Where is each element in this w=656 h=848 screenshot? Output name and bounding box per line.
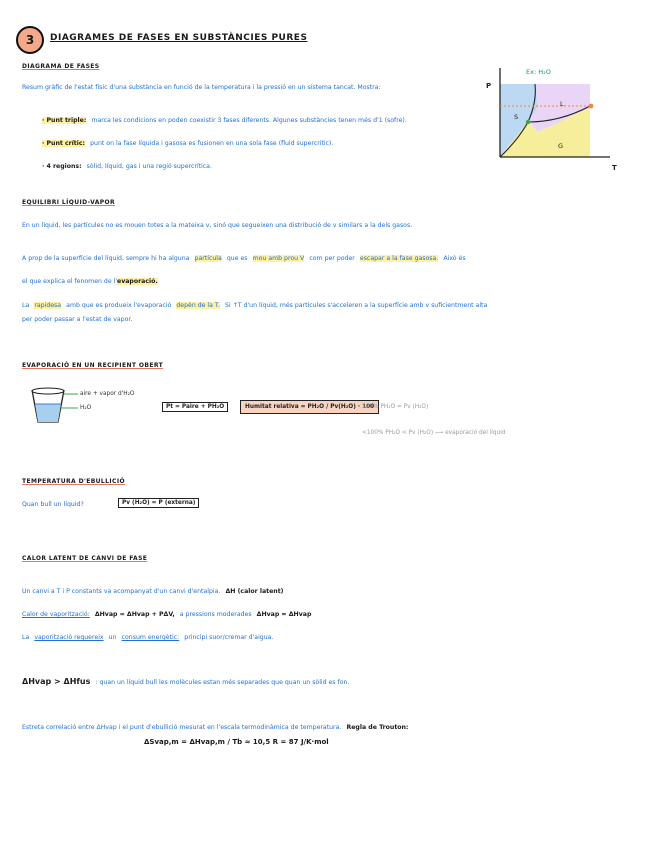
eq-l4b: rapidesa xyxy=(34,302,62,309)
eq-l2e: com per poder xyxy=(309,255,355,262)
calor-line2 xyxy=(22,601,311,620)
heading-evaporacio: EVAPORACIÓ EN UN RECIPIENT OBERT xyxy=(22,362,164,369)
cl-l3c: un xyxy=(108,634,117,641)
cl-l3e: principi suor/cremar d'aigua. xyxy=(184,634,274,641)
liquid-label: L xyxy=(560,100,564,108)
eq-l2b: partícula xyxy=(194,255,222,262)
t-axis-label: T xyxy=(612,164,617,172)
ebullicio-question: Quan bull un líquid? xyxy=(22,501,84,508)
eq-l2d: mou amb prou V xyxy=(252,255,305,262)
cl-l4a: ΔHvap > ΔHfus xyxy=(22,677,91,686)
eq-l2c: que es xyxy=(226,255,248,262)
eq-l2g: Això és xyxy=(443,255,466,262)
eq-l4c: amb que es produeix l'evaporació xyxy=(66,302,172,309)
solid-label: S xyxy=(514,113,519,121)
diagram-caption: Ex: H₂O xyxy=(526,68,551,76)
eq-l3a: el que explica el fenomen de l' xyxy=(22,278,118,285)
eq-l4d: depèn de la T. xyxy=(176,302,220,309)
punt-triple-label: · Punt triple: xyxy=(42,117,87,124)
eq-l4e: Si ↑T d'un líquid, més partícules s'acceleren a la superfície amb v suficientment alta xyxy=(225,302,488,309)
heading-diagrama-fases: DIAGRAMA DE FASES xyxy=(22,63,100,70)
cl-l3b: vaporització requereix xyxy=(34,634,104,641)
eq-l3b: evaporació. xyxy=(117,278,158,285)
note-evaporation: <100% PH₂O < Pv (H₂O) ⟶ evaporació del líquid xyxy=(362,430,506,436)
punt-critic-text: punt on la fase líquida i gasosa es fusionen en una sola fase (fluid supercrític). xyxy=(90,140,334,147)
fases-intro: Resum gràfic de l'estat físic d'una substància en funció de la temperatura i la pressió en un sistema tancat. Mostra: xyxy=(22,84,381,91)
total-pressure-box: Pt = Paire + PH₂O xyxy=(162,402,228,412)
equilibri-line3 xyxy=(22,268,158,287)
cl-l5b: Regla de Trouton: xyxy=(346,724,409,731)
equilibri-line4 xyxy=(22,292,487,311)
critical-point xyxy=(589,104,594,109)
calor-line5 xyxy=(22,714,408,733)
equilibri-line2 xyxy=(22,245,466,264)
punt-triple-text: marca les condicions en poden coexistir 3 fases diferents. Algunes substàncies tenen més d'1 (sofre). xyxy=(91,117,407,124)
humidity-box: Humitat relativa = PH₂O / Pv(H₂O) · 100 xyxy=(240,400,379,414)
glass-label-water: H₂O xyxy=(80,405,92,411)
trouton-rule: ΔSvap,m = ΔHvap,m / Tb ≈ 10,5 R = 87 J/K·mol xyxy=(144,738,329,746)
ebullicio-box: Pv (H₂O) = P (externa) xyxy=(118,498,199,508)
section-number-badge: 3 xyxy=(16,26,44,54)
heading-ebullicio: TEMPERATURA D'EBULLICIÓ xyxy=(22,478,125,485)
cl-l3a: La xyxy=(22,634,30,641)
bullet-punt-triple xyxy=(42,107,407,126)
heading-equilibri: EQUILIBRI LÍQUID-VAPOR xyxy=(22,199,116,206)
bullet-punt-critic xyxy=(42,130,333,149)
eq-l2a: A prop de la superfície del líquid, sempre hi ha alguna xyxy=(22,255,190,262)
page-title: DIAGRAMES DE FASES EN SUBSTÀNCIES PURES xyxy=(50,33,308,43)
heading-calor-latent: CALOR LATENT DE CANVI DE FASE xyxy=(22,555,148,562)
equilibri-line5: per poder passar a l'estat de vapor. xyxy=(22,316,133,323)
eq-l2f: escapar a la fase gasosa. xyxy=(359,255,439,262)
cl-l4b: : quan un líquid bull les molècules estan més separades que quan un sòlid es fon. xyxy=(95,679,350,686)
cl-l3d: consum energètic: xyxy=(121,634,180,641)
note-saturation: 100% PH₂O = Pv (H₂O) xyxy=(362,404,429,410)
calor-line4 xyxy=(22,669,349,688)
bullet-regions xyxy=(42,153,212,172)
glass-label-air: aire + vapor d'H₂O xyxy=(80,391,135,397)
equilibri-line1: En un líquid, les partícules no es mouen totes a la mateixa v, sinó que segueixen una distribució de v similars a la dels gasos. xyxy=(22,222,413,229)
cl-l1b: ΔH (calor latent) xyxy=(225,588,284,595)
cl-l2a: Calor de vaporització: xyxy=(22,611,90,618)
water-fill xyxy=(35,404,61,422)
punt-critic-label: · Punt crític: xyxy=(42,140,86,147)
cl-l2d: ΔHvap ≈ ΔHvap xyxy=(256,611,312,618)
glass-illustration xyxy=(28,386,78,426)
calor-line3 xyxy=(22,624,273,643)
regions-text: sòlid, líquid, gas i una regió supercrítica. xyxy=(86,163,212,170)
glass-rim xyxy=(32,388,64,394)
calor-line1 xyxy=(22,578,283,597)
cl-l2c: a pressions moderades xyxy=(179,611,252,618)
eq-l4a: La xyxy=(22,302,30,309)
cl-l2b: ΔHvap = ΔHvap + PΔV, xyxy=(94,611,175,618)
p-axis-label: P xyxy=(486,82,492,90)
cl-l5a: Estreta correlació entre ΔHvap i el punt d'ebullició mesurat en l'escala termodinàmica de temperatura. xyxy=(22,724,342,731)
cl-l1a: Un canvi a T i P constants va acompanyat d'un canvi d'entalpia. xyxy=(22,588,221,595)
regions-label: · 4 regions: xyxy=(42,163,82,170)
phase-diagram xyxy=(480,62,630,177)
triple-point xyxy=(526,120,530,124)
gas-label: G xyxy=(558,142,564,150)
